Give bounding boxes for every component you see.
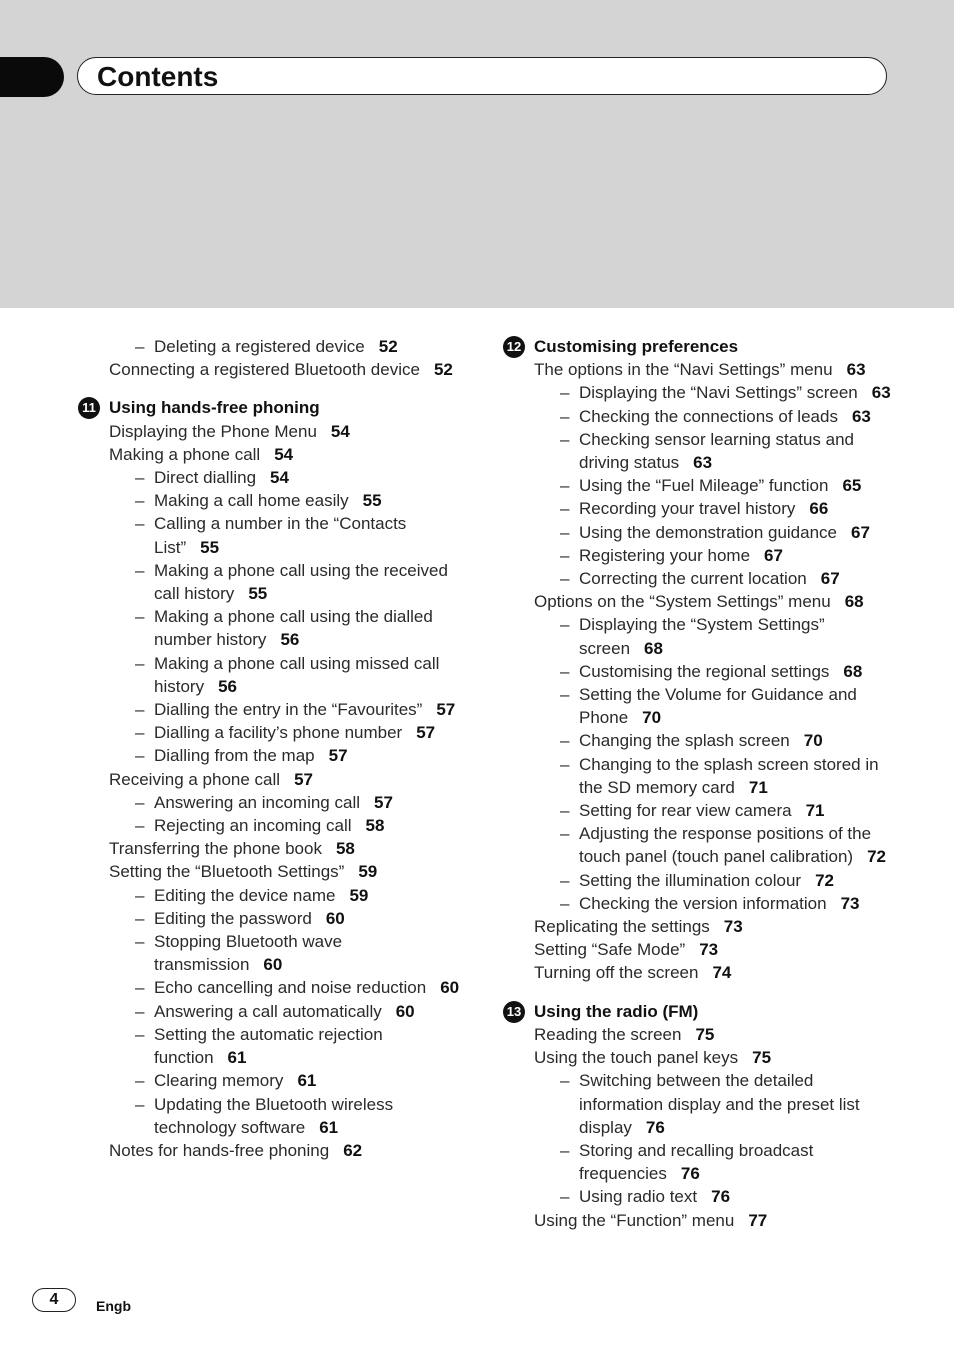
dash-bullet: – [135, 607, 145, 627]
toc-entry-text-wrap [154, 909, 345, 928]
toc-entry-text: Updating the Bluetooth wireless technology software [154, 1094, 394, 1137]
page-ref: 59 [349, 885, 369, 905]
toc-entry-text: Switching between the detailed information display and the preset list display [579, 1071, 860, 1137]
dash-bullet: – [135, 932, 145, 952]
page-ref: 58 [365, 816, 385, 836]
dash-bullet: – [560, 545, 570, 565]
toc-subentry[interactable] [503, 799, 898, 822]
header-tab [0, 57, 64, 97]
page-ref: 55 [200, 537, 220, 557]
toc-entry-text-wrap [579, 755, 879, 797]
toc-entry-text: Making a phone call using the received call history [154, 560, 448, 604]
toc-entry-text-wrap [579, 546, 783, 565]
toc-subentry[interactable] [78, 466, 468, 489]
toc-entry-text: Transferring the phone book [109, 839, 322, 859]
page-ref: 55 [248, 584, 268, 604]
toc-column-left [78, 335, 468, 1162]
toc-entry-text: Echo cancelling and noise reduction [154, 978, 427, 998]
toc-entry-text-wrap [534, 938, 898, 961]
toc-subentry[interactable] [503, 660, 898, 683]
toc-subentry[interactable] [503, 1185, 898, 1208]
dash-bullet: – [135, 700, 145, 720]
toc-entry-text-wrap [109, 768, 468, 791]
toc-entry-text: Setting the automatic rejection function [154, 1024, 383, 1068]
toc-subentry[interactable] [503, 869, 898, 892]
page-ref: 61 [319, 1117, 339, 1137]
toc-entry[interactable] [78, 358, 468, 381]
dash-bullet: – [560, 801, 570, 821]
page-ref: 61 [297, 1071, 317, 1091]
toc-entry-text-wrap [154, 700, 455, 719]
toc-entry-text-wrap [579, 685, 857, 727]
dash-bullet: – [560, 754, 570, 774]
toc-subentry[interactable] [503, 613, 898, 659]
toc-entry-text-wrap [579, 476, 861, 495]
toc-subentry[interactable] [78, 814, 468, 837]
toc-entry-text-wrap [579, 383, 891, 402]
toc-entry-text-wrap [154, 793, 393, 812]
section-heading[interactable] [503, 1000, 898, 1023]
toc-entry-text: Editing the password [154, 908, 312, 928]
page-ref: 67 [820, 569, 840, 589]
toc-entry-text-wrap [154, 654, 439, 696]
toc-entry-text-wrap [579, 731, 823, 750]
toc-entry-text-wrap [534, 1023, 898, 1046]
toc-subentry[interactable] [78, 721, 468, 744]
toc-entry-text: Displaying the Phone Menu [109, 421, 317, 441]
toc-subentry[interactable] [503, 497, 898, 520]
page-ref: 67 [764, 545, 783, 565]
toc-entry-text: Using the “Fuel Mileage” function [579, 476, 829, 496]
page-ref: 76 [680, 1164, 700, 1184]
page-ref: 71 [805, 801, 825, 821]
toc-entry-text-wrap [154, 978, 459, 997]
toc-subentry[interactable] [503, 753, 898, 799]
toc-entry-text-wrap [154, 746, 348, 765]
toc-subentry[interactable] [78, 335, 468, 358]
dash-bullet: – [135, 337, 145, 356]
dash-bullet: – [135, 1071, 145, 1091]
page-ref: 56 [218, 676, 237, 696]
toc-subentry[interactable] [78, 1069, 468, 1092]
dash-bullet: – [560, 499, 570, 519]
toc-subentry[interactable] [503, 1069, 898, 1139]
toc-entry-text-wrap [109, 1139, 468, 1162]
toc-subentry[interactable] [78, 489, 468, 512]
page-ref: 63 [871, 383, 891, 403]
page-ref: 72 [867, 847, 886, 867]
dash-bullet: – [560, 661, 570, 681]
toc-entry[interactable] [503, 915, 898, 938]
toc-subentry[interactable] [503, 822, 898, 868]
section-title: Using the radio (FM) [534, 1001, 699, 1021]
page-ref: 70 [803, 731, 823, 751]
toc-entry-text-wrap [579, 430, 854, 472]
dash-bullet: – [560, 731, 570, 751]
toc-entry-text-wrap [109, 420, 468, 443]
toc-entry-text: Correcting the current location [579, 569, 807, 589]
toc-entry-text: Storing and recalling broadcast frequencies [579, 1140, 814, 1184]
toc-entry-text-wrap [154, 816, 384, 835]
toc-entry-text: Displaying the “Navi Settings” screen [579, 383, 858, 403]
toc-entry-text-wrap [154, 468, 289, 487]
toc-subentry[interactable] [503, 544, 898, 567]
page-ref: 76 [645, 1117, 665, 1137]
section-number-badge: 12 [503, 336, 525, 358]
toc-entry-text: Turning off the screen [534, 963, 699, 983]
toc-subentry[interactable] [78, 744, 468, 767]
toc-entry-text-wrap [534, 915, 898, 938]
toc-entry-text: Using radio text [579, 1187, 698, 1207]
toc-entry-text: Dialling a facility’s phone number [154, 723, 403, 743]
dash-bullet: – [560, 1187, 570, 1207]
page-ref: 77 [748, 1210, 768, 1230]
section-heading[interactable] [503, 335, 898, 358]
toc-entry-text-wrap [534, 590, 898, 613]
toc-entry-text-wrap [579, 499, 828, 518]
toc-subentry[interactable] [78, 976, 468, 999]
toc-entry-text: Checking the connections of leads [579, 406, 838, 426]
toc-entry-text: Using the demonstration guidance [579, 522, 837, 542]
page-ref: 56 [280, 630, 300, 650]
toc-subentry[interactable] [78, 1000, 468, 1023]
toc-subentry[interactable] [503, 683, 898, 729]
toc-entry-text-wrap [579, 615, 825, 657]
toc-entry-text-wrap [534, 961, 898, 984]
toc-entry-text: Setting the “Bluetooth Settings” [109, 862, 345, 882]
toc-subentry[interactable] [503, 474, 898, 497]
toc-entry-text-wrap [579, 1141, 813, 1183]
toc-subentry[interactable] [78, 930, 468, 976]
page-ref: 52 [433, 360, 453, 380]
toc-entry-text-wrap [579, 871, 834, 890]
toc-entry-text-wrap [154, 1025, 383, 1067]
page-ref: 63 [846, 360, 866, 380]
section-number-badge: 11 [78, 397, 100, 419]
toc-entry-text: Changing to the splash screen stored in the SD memory card [579, 754, 879, 797]
toc-section [503, 335, 898, 985]
toc-entry-text: Calling a number in the “Contacts List” [154, 514, 407, 557]
page-ref: 61 [227, 1048, 247, 1068]
page-ref: 68 [644, 638, 663, 658]
dash-bullet: – [560, 615, 570, 635]
toc-entry-text: Replicating the settings [534, 917, 710, 937]
toc-entry-text-wrap [154, 1095, 393, 1137]
toc-entry[interactable] [78, 420, 468, 443]
toc-entry-text-wrap [154, 723, 435, 742]
toc-entry[interactable] [78, 1139, 468, 1162]
toc-entry-text: The options in the “Navi Settings” menu [534, 360, 833, 380]
toc-entry-text: Reading the screen [534, 1024, 682, 1044]
dash-bullet: – [560, 406, 570, 426]
toc-entry-text-wrap [154, 514, 406, 556]
page-ref: 63 [693, 453, 713, 473]
page-ref: 76 [711, 1187, 731, 1207]
toc-subentry[interactable] [78, 1093, 468, 1139]
dash-bullet: – [135, 792, 145, 812]
page-ref: 57 [436, 700, 456, 720]
toc-entry-text-wrap [154, 1071, 316, 1090]
toc-subentry[interactable] [503, 892, 898, 915]
toc-subentry[interactable] [503, 567, 898, 590]
toc-section [78, 335, 468, 381]
page-ref: 75 [752, 1048, 772, 1068]
dash-bullet: – [135, 723, 145, 743]
page-ref: 54 [330, 421, 350, 441]
toc-entry-text: Adjusting the response positions of the touch panel (touch panel calibration) [579, 824, 872, 867]
toc-entry-text: Notes for hands-free phoning [109, 1140, 330, 1160]
toc-entry-text: Answering an incoming call [154, 792, 360, 812]
dash-bullet: – [135, 560, 145, 580]
toc-entry-text-wrap [579, 894, 860, 913]
toc-subentry[interactable] [78, 605, 468, 651]
dash-bullet: – [135, 491, 145, 511]
toc-entry-text: Making a phone call using missed call history [154, 653, 440, 696]
toc-entry-text: Checking sensor learning status and driving status [579, 429, 854, 473]
toc-entry[interactable] [503, 961, 898, 984]
toc-entry-text-wrap [154, 561, 448, 603]
toc-subentry[interactable] [503, 1139, 898, 1185]
toc-entry-text: Dialling from the map [154, 746, 315, 766]
toc-entry-text-wrap [579, 824, 886, 866]
dash-bullet: – [560, 1071, 570, 1091]
toc-entry-text: Checking the version information [579, 893, 827, 913]
toc-entry-text: Answering a call automatically [154, 1001, 382, 1021]
toc-entry-text: Making a phone call [109, 444, 261, 464]
page-ref: 75 [695, 1024, 715, 1044]
dash-bullet: – [135, 908, 145, 928]
toc-entry-text-wrap [154, 337, 398, 356]
toc-subentry[interactable] [503, 521, 898, 544]
toc-entry-text-wrap [154, 607, 433, 649]
toc-entry-text-wrap [534, 1209, 898, 1232]
page-ref: 73 [699, 940, 719, 960]
section-heading[interactable] [78, 396, 468, 419]
dash-bullet: – [560, 870, 570, 890]
toc-subentry[interactable] [78, 652, 468, 698]
header-band [0, 0, 954, 308]
toc-entry-text-wrap [579, 569, 840, 588]
page-ref: 68 [843, 661, 863, 681]
toc-entry-text: Using the touch panel keys [534, 1048, 739, 1068]
toc-entry-text: Dialling the entry in the “Favourites” [154, 700, 423, 720]
dash-bullet: – [560, 824, 570, 844]
dash-bullet: – [135, 653, 145, 673]
page-ref: 52 [378, 337, 398, 356]
page-number: 4 [32, 1288, 76, 1312]
toc-entry-text: Setting the Volume for Guidance and Phone [579, 685, 857, 728]
dash-bullet: – [560, 476, 570, 496]
page-ref: 59 [358, 862, 378, 882]
toc-entry-text: Recording your travel history [579, 499, 796, 519]
page-ref: 60 [325, 908, 345, 928]
dash-bullet: – [135, 1001, 145, 1021]
page-ref: 57 [374, 792, 393, 812]
toc-entry[interactable] [503, 938, 898, 961]
dash-bullet: – [135, 1094, 145, 1114]
toc-subentry[interactable] [503, 381, 898, 404]
page-ref: 57 [294, 769, 313, 789]
toc-entry-text: Deleting a registered device [154, 337, 365, 356]
dash-bullet: – [560, 569, 570, 589]
title-box [77, 57, 887, 95]
toc-subentry[interactable] [78, 512, 468, 558]
dash-bullet: – [560, 522, 570, 542]
dash-bullet: – [560, 893, 570, 913]
toc-entry[interactable] [78, 837, 468, 860]
page-ref: 70 [642, 708, 662, 728]
toc-entry-text: Options on the “System Settings” menu [534, 592, 831, 612]
toc-entry-text: Rejecting an incoming call [154, 816, 352, 836]
toc-entry-text-wrap [579, 1187, 730, 1206]
page-ref: 58 [335, 839, 355, 859]
dash-bullet: – [560, 429, 570, 449]
toc-entry-text-wrap [534, 358, 898, 381]
toc-column-right [503, 335, 898, 1232]
toc-entry-text: Making a phone call using the dialled number history [154, 607, 433, 650]
toc-entry-text-wrap [109, 443, 468, 466]
toc-entry-text: Changing the splash screen [579, 731, 790, 751]
toc-entry-text: Registering your home [579, 545, 751, 565]
toc-entry-text: Direct dialling [154, 468, 257, 488]
dash-bullet: – [135, 1024, 145, 1044]
page-ref: 57 [328, 746, 348, 766]
toc-entry-text-wrap [154, 1002, 415, 1021]
page-ref: 73 [723, 917, 743, 937]
dash-bullet: – [135, 514, 145, 534]
toc-entry[interactable] [503, 590, 898, 613]
toc-entry-text-wrap [109, 837, 468, 860]
section-title: Customising preferences [534, 337, 739, 356]
toc-subentry[interactable] [78, 907, 468, 930]
toc-entry-text-wrap [154, 932, 342, 974]
toc-entry-text: Editing the device name [154, 885, 336, 905]
toc-entry-text-wrap [109, 860, 468, 883]
page-ref: 74 [712, 963, 732, 983]
toc-entry-text: Setting the illumination colour [579, 870, 802, 890]
page-ref: 73 [840, 893, 860, 913]
toc-entry-text: Stopping Bluetooth wave transmission [154, 932, 343, 975]
dash-bullet: – [560, 685, 570, 705]
toc-entry[interactable] [78, 860, 468, 883]
toc-entry-text: Using the “Function” menu [534, 1210, 735, 1230]
page-ref: 60 [395, 1001, 415, 1021]
page-title: Contents [97, 61, 219, 92]
toc-entry[interactable] [78, 768, 468, 791]
toc-entry-text-wrap [534, 1046, 898, 1069]
toc-entry-text-wrap [109, 358, 468, 381]
section-number-badge: 13 [503, 1001, 525, 1023]
toc-subentry[interactable] [78, 791, 468, 814]
toc-entry-text: Setting for rear view camera [579, 801, 792, 821]
toc-entry-text: Connecting a registered Bluetooth device [109, 360, 420, 380]
dash-bullet: – [135, 885, 145, 905]
toc-subentry[interactable] [78, 1023, 468, 1069]
section-title: Using hands-free phoning [109, 398, 320, 418]
page-ref: 57 [416, 723, 436, 743]
toc-entry[interactable] [503, 1209, 898, 1232]
page-ref: 54 [274, 444, 294, 464]
toc-entry-text-wrap [579, 662, 862, 681]
dash-bullet: – [135, 746, 145, 766]
toc-entry[interactable] [503, 1046, 898, 1069]
dash-bullet: – [560, 383, 570, 403]
dash-bullet: – [135, 978, 145, 998]
page-ref: 62 [343, 1140, 363, 1160]
toc-entry-text: Clearing memory [154, 1071, 284, 1091]
page-ref: 63 [851, 406, 871, 426]
toc-entry-text: Receiving a phone call [109, 769, 281, 789]
page-ref: 67 [851, 522, 870, 542]
toc-entry[interactable] [78, 443, 468, 466]
toc-entry-text-wrap [154, 886, 368, 905]
page-ref: 66 [809, 499, 829, 519]
page-ref: 54 [270, 468, 289, 488]
toc-subentry[interactable] [503, 428, 898, 474]
page-ref: 71 [748, 777, 768, 797]
toc-entry-text-wrap [579, 523, 870, 542]
page-ref: 68 [844, 592, 864, 612]
toc-entry-text: Setting “Safe Mode” [534, 940, 686, 960]
toc-entry[interactable] [503, 1023, 898, 1046]
toc-subentry[interactable] [78, 559, 468, 605]
toc-entry-text: Displaying the “System Settings” screen [579, 615, 825, 658]
page-ref: 72 [815, 870, 834, 890]
toc-section [503, 1000, 898, 1232]
toc-entry-text: Customising the regional settings [579, 661, 830, 681]
toc-entry-text-wrap [579, 407, 871, 426]
dash-bullet: – [135, 816, 145, 836]
language-code: Engb [96, 1298, 131, 1314]
toc-subentry[interactable] [78, 884, 468, 907]
dash-bullet: – [135, 468, 145, 488]
dash-bullet: – [560, 1140, 570, 1160]
toc-subentry[interactable] [78, 698, 468, 721]
page-ref: 65 [842, 476, 862, 496]
toc-entry-text-wrap [154, 491, 382, 510]
toc-subentry[interactable] [503, 405, 898, 428]
toc-entry-text-wrap [579, 801, 825, 820]
toc-entry-text: Making a call home easily [154, 491, 349, 511]
toc-entry-text-wrap [579, 1071, 860, 1136]
page-ref: 60 [440, 978, 460, 998]
toc-section [78, 396, 468, 1162]
toc-subentry[interactable] [503, 729, 898, 752]
page-ref: 55 [362, 491, 382, 511]
toc-entry[interactable] [503, 358, 898, 381]
page-ref: 60 [263, 955, 283, 975]
